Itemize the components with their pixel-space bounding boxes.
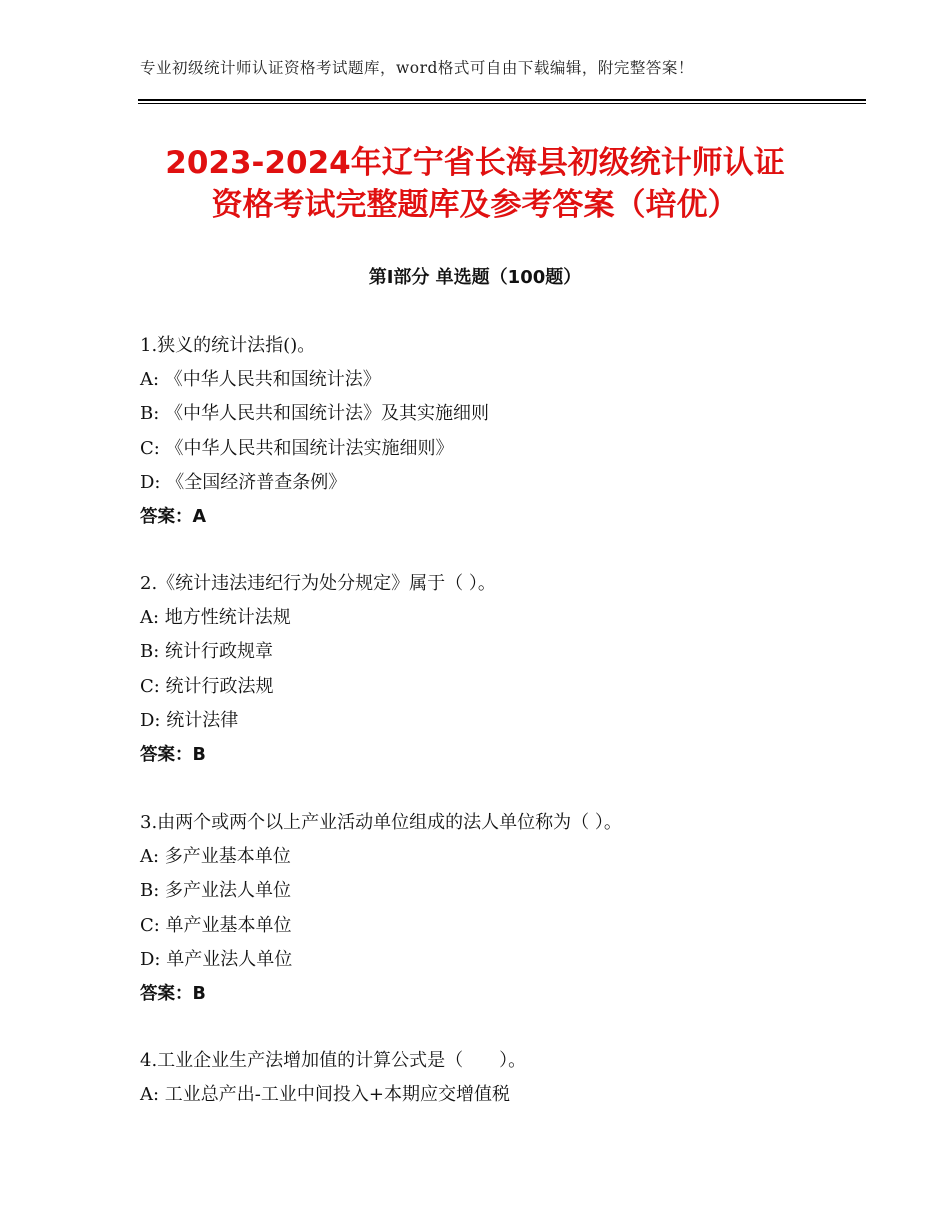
- question-stem: 4.工业企业生产法增加值的计算公式是（ ）。: [140, 1050, 527, 1071]
- option-a: A: 地方性统计法规: [140, 607, 291, 629]
- title-line-2: 资格考试完整题库及参考答案（培优）: [211, 187, 739, 223]
- page-header-text: 专业初级统计师认证资格考试题库，word格式可自由下载编辑，附完整答案！: [140, 59, 694, 77]
- question-stem: 3.由两个或两个以上产业活动单位组成的法人单位称为（ ）。: [140, 812, 622, 833]
- option-c: C: 统计行政法规: [140, 675, 274, 697]
- option-d: D: 统计法律: [140, 709, 239, 731]
- question-block: [140, 806, 860, 1011]
- option-a: A: 《中华人民共和国统计法》: [140, 369, 381, 391]
- question-stem: 2.《统计违法违纪行为处分规定》属于（ ）。: [140, 573, 496, 594]
- answer-line: 答案：B: [140, 744, 206, 765]
- header-rule-thick: [138, 99, 866, 101]
- title-line-1: 2023-2024年辽宁省长海县初级统计师认证: [165, 145, 785, 181]
- question-stem: 1.狭义的统计法指()。: [140, 335, 316, 356]
- option-b: B: 多产业法人单位: [140, 880, 292, 902]
- section-heading: 第Ⅰ部分 单选题（100题）: [368, 267, 582, 288]
- option-b: B: 《中华人民共和国统计法》及其实施细则: [140, 403, 490, 425]
- document-title: [100, 142, 850, 226]
- option-d: D: 《全国经济普查条例》: [140, 471, 347, 493]
- header-rule-thin: [138, 103, 866, 104]
- option-a: A: 工业总产出-工业中间投入+本期应交增值税: [140, 1084, 510, 1106]
- question-block: [140, 567, 860, 772]
- answer-line: 答案：B: [140, 983, 206, 1004]
- option-c: C: 《中华人民共和国统计法实施细则》: [140, 437, 454, 459]
- answer-line: 答案：A: [140, 506, 207, 527]
- option-a: A: 多产业基本单位: [140, 846, 291, 868]
- option-c: C: 单产业基本单位: [140, 914, 292, 936]
- option-d: D: 单产业法人单位: [140, 948, 293, 970]
- question-block: [140, 329, 860, 534]
- option-b: B: 统计行政规章: [140, 641, 274, 663]
- question-block: [140, 1044, 860, 1112]
